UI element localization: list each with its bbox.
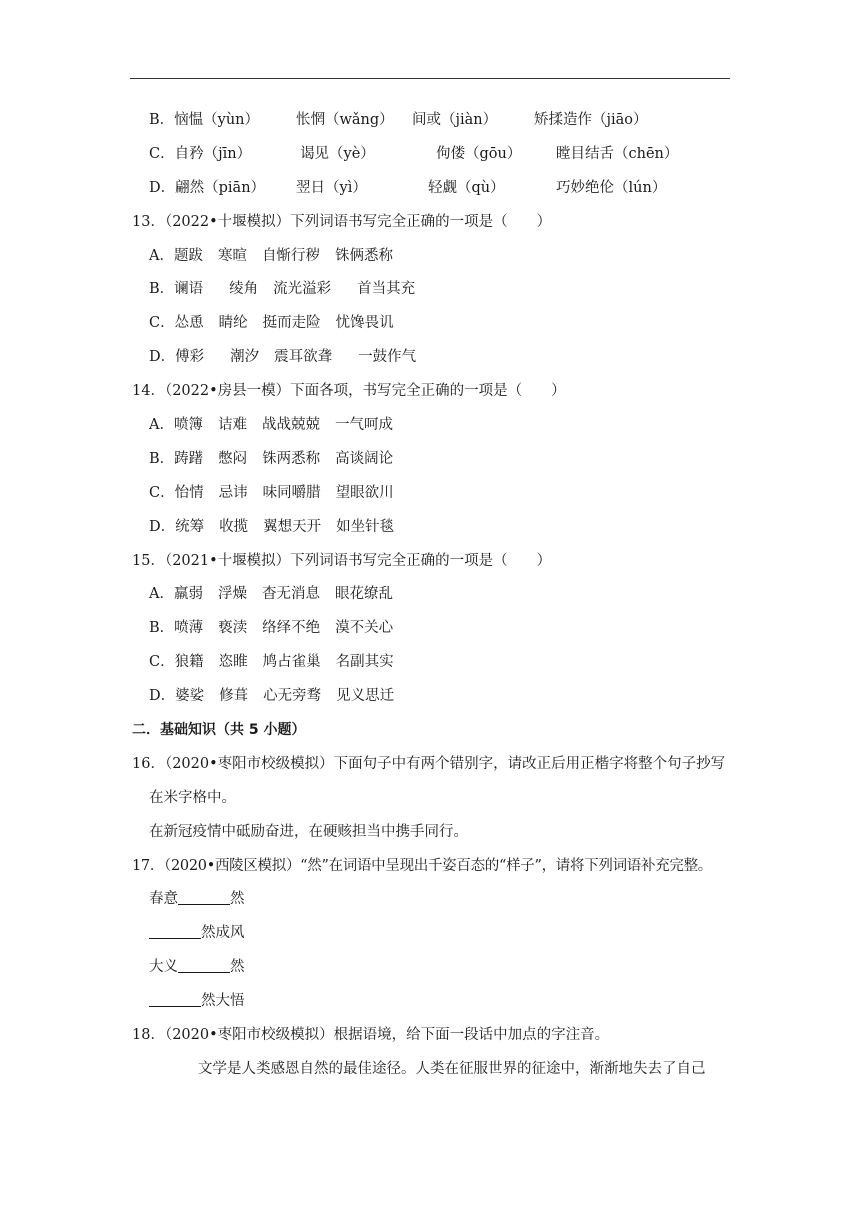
q14-option-d[interactable]: D．统筹 收揽 翼想天开 如坐针毯	[149, 518, 395, 535]
option-item: 间或（jiàn）	[412, 112, 498, 128]
q18-stem: 18．（2020•枣阳市校级模拟）根据语境，给下面一段话中加点的字注音。	[132, 1027, 610, 1044]
q17-stem: 17．（2020•西陵区模拟）“然”在词语中呈现出千姿百态的“样子”，请将下列词语补充完整。	[132, 857, 713, 874]
answer-blank[interactable]	[149, 922, 201, 939]
q16-stem-line2: 在米字格中。	[149, 789, 236, 806]
q14-option-c[interactable]: C．怡情 忌讳 味同嚼腊 望眼欲川	[149, 484, 394, 501]
q17-item[interactable]: 然大悟	[132, 985, 732, 1019]
q15-option-b[interactable]: B．喷薄 亵渎 络绎不绝 漠不关心	[149, 620, 394, 637]
q13-option-d[interactable]: D．傅彩 潮汐 震耳欲聋 一鼓作气	[149, 349, 417, 366]
q14-option-a[interactable]: A．喷簿 诘难 战战兢兢 一气呵成	[149, 417, 393, 434]
q15-option-a[interactable]: A．羸弱 浮燥 杳无消息 眼花缭乱	[149, 586, 393, 603]
option-letter: B．	[149, 112, 175, 128]
q17-item[interactable]: 然成风	[132, 917, 732, 951]
option-item: 瞠目结舌（chēn）	[556, 145, 679, 162]
q13-option-c[interactable]: C．怂恿 睛纶 挺而走险 忧馋畏讥	[149, 315, 394, 332]
q18-paragraph: 文学是人类感恩自然的最佳途径。人类在征服世界的征途中，渐渐地失去了自己	[198, 1060, 706, 1077]
option-item: 恼愠（yùn）	[174, 112, 260, 128]
option-item: 佝偻（gōu）	[436, 145, 522, 162]
document-page	[132, 104, 732, 1087]
q13-option-b[interactable]: B．谰语 绫角 流光溢彩 首当其充	[149, 281, 416, 298]
section-heading: 二．基础知识（共 5 小题）	[132, 722, 306, 739]
option-item: 矫揉造作（jiāo）	[534, 112, 648, 128]
q12-option-c[interactable]	[132, 138, 732, 172]
q17-item[interactable]: 春意 然	[132, 883, 732, 917]
q14-option-b[interactable]: B．踌躇 憋闷 铢两悉称 高谈阔论	[149, 450, 394, 467]
q12-option-d[interactable]	[132, 172, 732, 206]
answer-blank[interactable]	[178, 888, 230, 905]
option-item: 翩然（piān）	[175, 179, 266, 196]
q16-stem-line1: 16．（2020•枣阳市校级模拟）下面句子中有两个错别字，请改正后用正楷字将整个句子抄写	[132, 755, 726, 772]
q15-option-d[interactable]: D．婆娑 修葺 心无旁骛 见义思迁	[149, 688, 395, 705]
q17-item[interactable]: 大义 然	[132, 951, 732, 985]
option-letter: C．	[149, 145, 175, 162]
option-item: 怅惘（wǎng）	[296, 112, 394, 128]
option-item: 自矜（jīn）	[174, 145, 252, 162]
answer-blank[interactable]	[178, 956, 230, 973]
option-item: 巧妙绝伦（lún）	[556, 179, 667, 196]
q13-stem: 13．（2022•十堰模拟）下列词语书写完全正确的一项是（ ）	[132, 213, 552, 230]
q15-stem: 15．（2021•十堰模拟）下列词语书写完全正确的一项是（ ）	[132, 552, 552, 569]
option-item: 轻觑（qù）	[428, 179, 505, 196]
q15-option-c[interactable]: C．狼籍 恣睢 鸠占雀巢 名副其实	[149, 654, 394, 671]
option-item: 翌日（yì）	[296, 179, 367, 196]
q12-option-b[interactable]	[132, 104, 732, 138]
q13-option-a[interactable]: A．题跋 寒暄 自惭行秽 铢俩悉称	[149, 247, 393, 264]
q16-sentence: 在新冠疫情中砥励奋进，在硬赅担当中携手同行。	[149, 823, 468, 840]
answer-blank[interactable]	[149, 990, 201, 1007]
option-letter: D．	[149, 179, 176, 196]
header-rule	[130, 78, 730, 79]
q14-stem: 14．（2022•房县一模）下面各项，书写完全正确的一项是（ ）	[132, 383, 566, 400]
option-item: 谒见（yè）	[300, 145, 375, 162]
